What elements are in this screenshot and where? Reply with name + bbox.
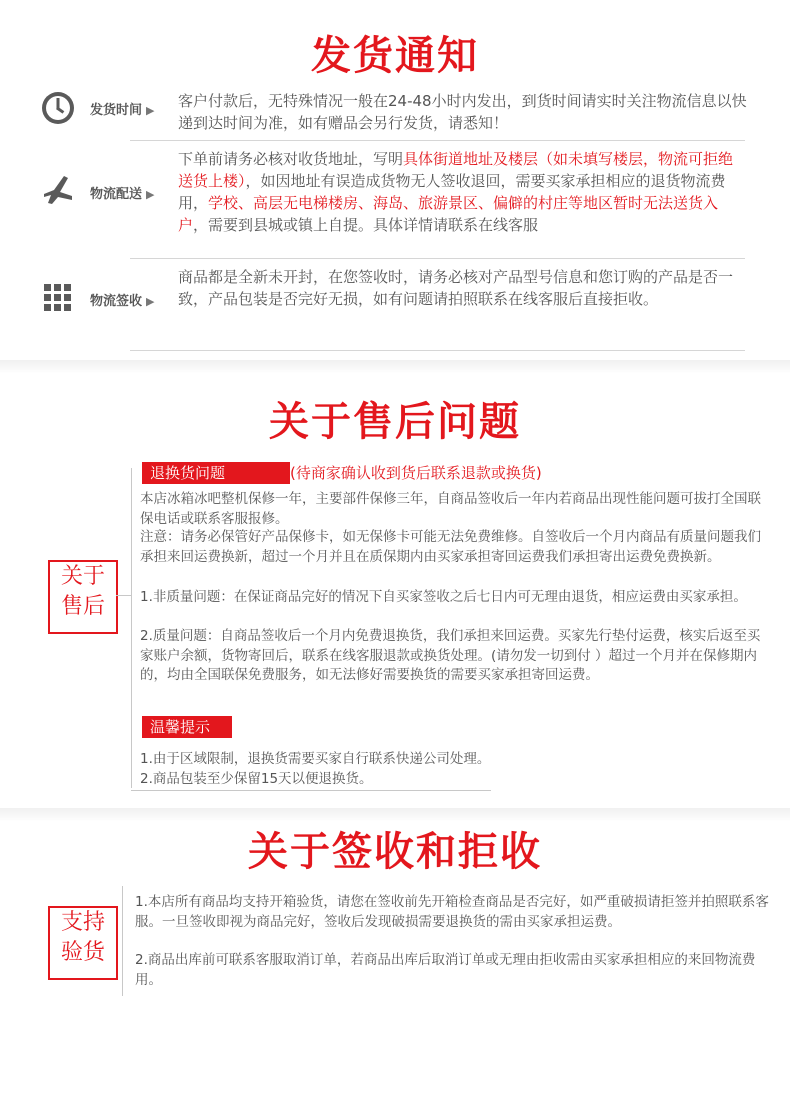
row-label-ship-time: 发货时间 ▶ (90, 103, 155, 118)
tip-item: 2.商品包装至少保留15天以便退换货。 (140, 771, 373, 787)
receipt-paragraph: 2.商品出库前可联系客服取消订单，若商品出库后取消订单或无理由拒收需由买家承担相应的来回物流费用。 (135, 952, 756, 988)
divider (130, 350, 745, 351)
shipping-title: 发货通知 (311, 33, 479, 79)
return-note: (待商家确认收到货后联系退款或换货) (290, 464, 542, 482)
section-shadow (0, 360, 790, 374)
ship-time-text: 客户付款后，无特殊情况一般在24-48小时内发出，到货时间请实时关注物流信息以快递到达时间为准，如有赠品会另行发货，请悉知！ (178, 92, 747, 132)
divider (130, 140, 745, 141)
clock-icon (38, 88, 78, 128)
after-sales-paragraph: 注意：请务必保管好产品保修卡，如无保修卡可能无法免费维修。自签收后一个月内商品有质量问题我们承担来回运费换新，超过一个月并且在质保期内由买家承担寄回运费我们承担寄出运费免费换新。 (140, 529, 761, 565)
divider (130, 258, 745, 259)
logistics-text: 下单前请务必核对收货地址，写明具体街道地址及楼层（如未填写楼层，物流可拒绝送货上楼），如因地址有误造成货物无人签收退回，需要买家承担相应的退货物流费用，学校、高层无电梯楼房、海岛、旅游景区、偏僻的村庄等地区暂时无法送货入户，需要到县城或镇上自提。具体详情请联系在线客服 (178, 150, 734, 234)
return-tag: 退换货问题 (142, 462, 290, 484)
receipt-text: 商品都是全新未开封，在您签收时，请务必核对产品型号信息和您订购的产品是否一致，产品包装是否完好无损，如有问题请拍照联系在线客服后直接拒收。 (178, 268, 734, 308)
after-sales-title: 关于售后问题 (269, 399, 521, 445)
row-label-logistics: 物流配送 ▶ (90, 187, 155, 202)
tip-tag: 温馨提示 (142, 716, 232, 738)
grid-icon (38, 278, 78, 318)
receipt-paragraph: 1.本店所有商品均支持开箱验货，请您在签收前先开箱检查商品是否完好，如严重破损请拒签并拍照联系客服。一旦签收即视为商品完好，签收后发现破损需要退换货的需由买家承担运费。 (135, 894, 769, 930)
receipt-title: 关于签收和拒收 (248, 829, 542, 875)
after-sales-paragraph: 2.质量问题：自商品签收后一个月内免费退换货，我们承担来回运费。买家先行垫付运费，核实后返至买家账户余额，货物寄回后，联系在线客服退款或换货处理。(请勿发一切到付 ）超过一个月并在保修期内的，均由全国联保免费服务，如无法修好需要换货的需要买家承担寄回运费。 (140, 628, 761, 683)
bracket-line (122, 886, 123, 996)
bracket-line (131, 790, 491, 791)
bracket-line (131, 468, 132, 788)
airplane-icon (38, 170, 78, 210)
inspect-side-box: 支持 验货 (48, 906, 118, 980)
tip-item: 1.由于区域限制，退换货需要买家自行联系快递公司处理。 (140, 751, 491, 767)
after-sales-paragraph: 1.非质量问题：在保证商品完好的情况下自买家签收之后七日内可无理由退货，相应运费由买家承担。 (140, 589, 747, 605)
row-label-receipt: 物流签收 ▶ (90, 294, 155, 309)
after-sales-paragraph: 本店冰箱冰吧整机保修一年，主要部件保修三年，自商品签收后一年内若商品出现性能问题可拔打全国联保电话或联系客服报修。 (140, 491, 761, 527)
after-sales-side-box: 关于 售后 (48, 560, 118, 634)
bracket-line (116, 595, 131, 596)
